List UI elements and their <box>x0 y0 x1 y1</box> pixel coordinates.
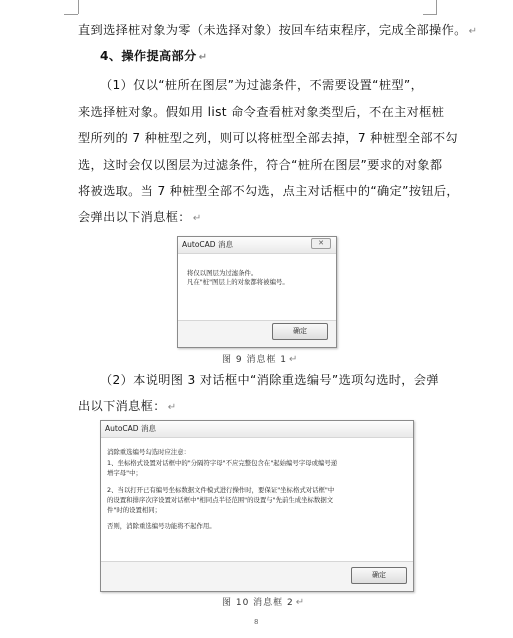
paragraph-line: 将被选取。当 7 种桩型全部不勾选，点主对话框中的“确定”按钮后， <box>78 184 459 198</box>
margin-mark-top-left-h <box>64 14 78 15</box>
dialog-message-line: 增字母"中； <box>107 469 142 477</box>
dialog-title: AutoCAD 消息 <box>182 240 233 249</box>
margin-mark-top-right-h <box>423 14 437 15</box>
figure-caption-1: 图 9 消息框 1 ↵ <box>222 354 299 365</box>
dialog-body <box>178 253 336 321</box>
close-icon[interactable]: ✕ <box>311 238 331 249</box>
dialog-message-line: 的设置和排序次序设置对话框中"相同点半径范围"的设置与"先前生成坐标数据文 <box>107 496 334 504</box>
paragraph-line: （1）仅以“桩所在图层”为过滤条件，不需要设置“桩型”， <box>100 78 424 92</box>
paragraph-line: （2）本说明图 3 对话框中“消除重选编号”选项勾选时，会弹 <box>100 373 439 387</box>
page-number: 8 <box>254 618 259 626</box>
paragraph-line: 直到选择桩对象为零（未选择对象）按回车结束程序，完成全部操作。 ↵ <box>78 23 478 37</box>
dialog-title-bar <box>101 421 413 437</box>
dialog-message-line: 将仅以图层为过滤条件。 <box>187 269 258 277</box>
paragraph-line: 选，这时会仅以图层为过滤条件，符合“桩所在图层”要求的对象都 <box>78 158 443 172</box>
paragraph-line: 会弹出以下消息框： ↵ <box>78 210 202 224</box>
ok-button[interactable]: 确定 <box>351 567 407 584</box>
message-dialog-2 <box>100 420 414 592</box>
ok-button[interactable]: 确定 <box>272 323 328 340</box>
margin-mark-top-left <box>64 0 79 14</box>
dialog-message-line: 件"时的设置相同； <box>107 506 162 514</box>
paragraph-line: 出以下消息框： ↵ <box>78 399 177 413</box>
paragraph-line: 型所列的 7 种桩型之列，则可以将桩型全部去掉，7 种桩型全部不勾 <box>78 131 458 145</box>
dialog-message-line: 消除重选编号勾选时应注意： <box>107 448 191 456</box>
dialog-title: AutoCAD 消息 <box>105 424 156 433</box>
dialog-body <box>101 437 413 562</box>
message-dialog-1 <box>177 236 337 348</box>
paragraph-line: 来选择桩对象。假如用 list 命令查看桩对象类型后，不在主对框桩 <box>78 105 445 119</box>
margin-mark-top-right <box>436 0 451 14</box>
dialog-message-line: 凡在"桩"图层上的对象都将被编号。 <box>187 278 289 286</box>
figure-caption-2: 图 10 消息框 2 ↵ <box>222 597 306 608</box>
section-heading: 4、操作提高部分 ↵ <box>100 49 208 63</box>
dialog-message-line: 1、坐标格式设置对话框中的"分隔符字母"不应完整包含在"起始编号字母或编号递 <box>107 459 338 467</box>
dialog-message-line: 否则，消除重选编号功能将不起作用。 <box>107 522 216 530</box>
dialog-message-line: 2、当以打开已有编号坐标数据文件模式进行操作时，要保证"坐标格式对话框"中 <box>107 486 335 494</box>
